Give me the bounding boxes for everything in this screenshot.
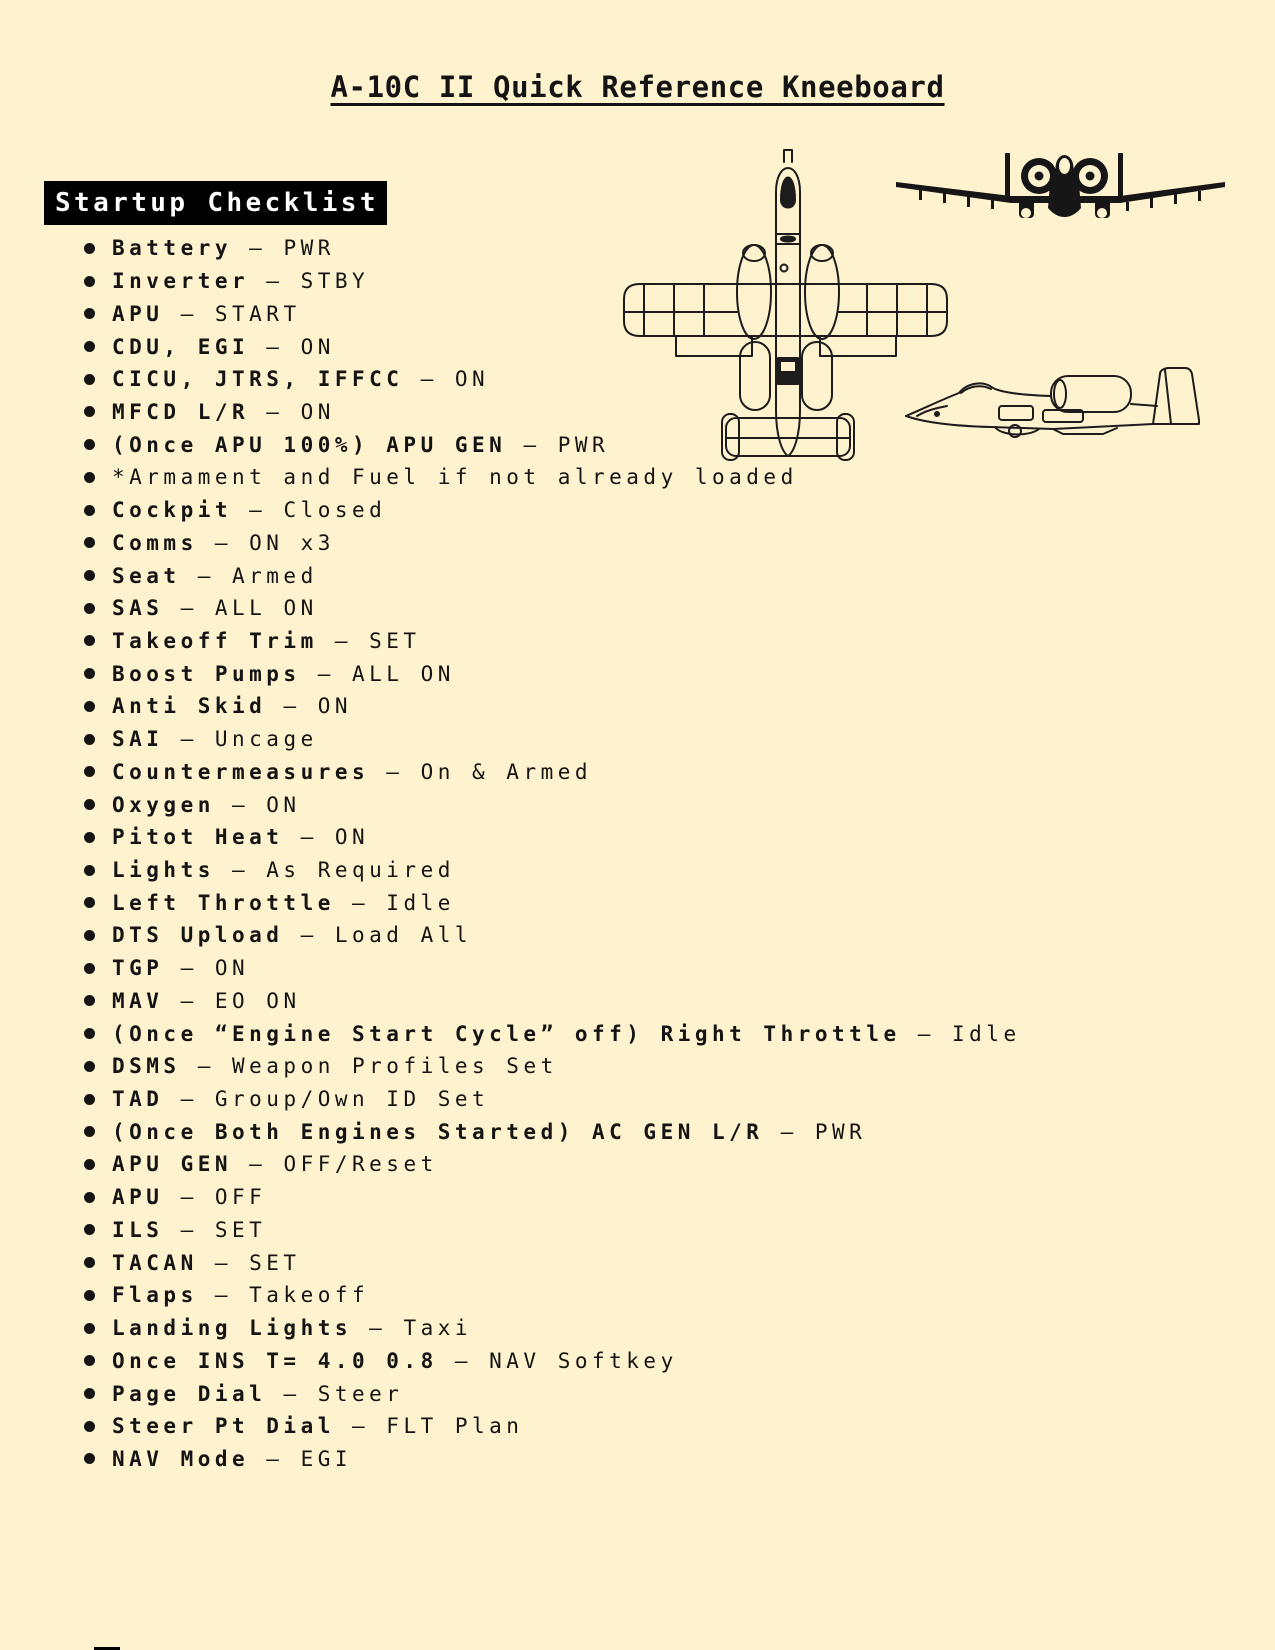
checklist-item bbox=[84, 1083, 1021, 1116]
bullet-icon bbox=[84, 1355, 95, 1366]
bullet-icon bbox=[84, 766, 95, 777]
item-bold: Inverter bbox=[112, 269, 250, 294]
item-text: – ALL ON bbox=[163, 596, 318, 621]
bullet-icon bbox=[84, 799, 95, 810]
bullet-icon bbox=[84, 1094, 95, 1105]
item-bold: (Once APU 100%) APU GEN bbox=[112, 432, 507, 457]
checklist-item bbox=[84, 1410, 1021, 1443]
item-bold: Flaps bbox=[112, 1283, 198, 1308]
item-bold: (Once “Engine Start Cycle” off) Right Throttle bbox=[112, 1021, 901, 1046]
checklist-item bbox=[84, 919, 1021, 952]
item-text: – SET bbox=[197, 1250, 301, 1275]
item-text: – Group/Own ID Set bbox=[163, 1087, 490, 1112]
item-bold: MFCD L/R bbox=[112, 399, 250, 424]
item-text: – NAV Softkey bbox=[437, 1348, 678, 1373]
checklist-item bbox=[84, 690, 1021, 723]
checklist-item bbox=[84, 1050, 1021, 1083]
bullet-icon bbox=[84, 570, 95, 581]
item-text: – OFF/Reset bbox=[232, 1152, 438, 1177]
item-bold: DSMS bbox=[112, 1054, 181, 1079]
bullet-icon bbox=[84, 865, 95, 876]
item-bold: DTS Upload bbox=[112, 923, 284, 948]
item-bold: ILS bbox=[112, 1217, 164, 1242]
item-bold: Once INS T= 4.0 0.8 bbox=[112, 1348, 438, 1373]
item-bold: Landing Lights bbox=[112, 1316, 353, 1341]
item-text: – STBY bbox=[249, 269, 370, 294]
item-text: – ON x3 bbox=[197, 530, 335, 555]
bullet-icon bbox=[84, 406, 95, 417]
checklist-item bbox=[84, 526, 1021, 559]
item-text: – Closed bbox=[232, 498, 387, 523]
bullet-icon bbox=[84, 1126, 95, 1137]
checklist-item bbox=[84, 1344, 1021, 1377]
item-text: – FLT Plan bbox=[334, 1414, 524, 1439]
bullet-icon bbox=[84, 505, 95, 516]
checklist-item bbox=[84, 461, 1021, 494]
bullet-icon bbox=[84, 1290, 95, 1301]
item-text: – SET bbox=[163, 1217, 267, 1242]
item-text: – Weapon Profiles Set bbox=[180, 1054, 558, 1079]
a10-front-view-illustration bbox=[893, 146, 1228, 236]
bullet-icon bbox=[84, 930, 95, 941]
item-text: – START bbox=[163, 301, 301, 326]
item-bold: Anti Skid bbox=[112, 694, 267, 719]
page-title: A-10C II Quick Reference Kneeboard bbox=[330, 70, 945, 104]
bullet-icon bbox=[84, 1028, 95, 1039]
item-text: – On & Armed bbox=[369, 759, 593, 784]
item-text: – SET bbox=[317, 628, 421, 653]
item-text: – Steer bbox=[266, 1381, 404, 1406]
checklist-item bbox=[84, 1017, 1021, 1050]
bullet-icon bbox=[84, 1192, 95, 1203]
item-text: – Idle bbox=[900, 1021, 1021, 1046]
item-bold: Left Throttle bbox=[112, 890, 335, 915]
bullet-icon bbox=[84, 472, 95, 483]
bullet-icon bbox=[84, 276, 95, 287]
bullet-icon bbox=[84, 439, 95, 450]
bullet-icon bbox=[84, 374, 95, 385]
item-text: – PWR bbox=[232, 236, 335, 261]
bullet-icon bbox=[84, 1061, 95, 1072]
checklist-item bbox=[84, 788, 1021, 821]
item-text: – Uncage bbox=[163, 727, 318, 752]
checklist-item bbox=[84, 592, 1021, 625]
checklist-item bbox=[84, 657, 1021, 690]
item-text: – ON bbox=[283, 825, 370, 850]
item-text: – ON bbox=[403, 367, 490, 392]
item-text: *Armament and Fuel if not already loaded bbox=[112, 465, 798, 490]
bullet-icon bbox=[84, 1421, 95, 1432]
bullet-icon bbox=[84, 701, 95, 712]
item-bold: APU bbox=[112, 1185, 164, 1210]
item-bold: SAS bbox=[112, 596, 164, 621]
item-text: – EGI bbox=[249, 1446, 353, 1471]
checklist-item bbox=[84, 1181, 1021, 1214]
checklist-item bbox=[84, 1246, 1021, 1279]
item-bold: Seat bbox=[112, 563, 181, 588]
item-bold: CDU, EGI bbox=[112, 334, 250, 359]
item-text: – OFF bbox=[163, 1185, 267, 1210]
checklist-item bbox=[84, 625, 1021, 658]
checklist-item bbox=[84, 1115, 1021, 1148]
item-bold: Comms bbox=[112, 530, 198, 555]
item-text: – ALL ON bbox=[300, 661, 455, 686]
item-text: – Idle bbox=[334, 890, 455, 915]
item-text: – PWR bbox=[763, 1119, 867, 1144]
item-bold: TACAN bbox=[112, 1250, 198, 1275]
item-bold: SAI bbox=[112, 727, 164, 752]
bullet-icon bbox=[84, 603, 95, 614]
item-bold: TGP bbox=[112, 956, 164, 981]
checklist-item bbox=[84, 1312, 1021, 1345]
a10-side-view-illustration bbox=[903, 366, 1208, 441]
bullet-icon bbox=[84, 1388, 95, 1399]
item-text: – ON bbox=[249, 399, 335, 424]
bullet-icon bbox=[84, 537, 95, 548]
bullet-icon bbox=[84, 635, 95, 646]
item-bold: APU GEN bbox=[112, 1152, 233, 1177]
item-text: – ON bbox=[163, 956, 250, 981]
item-text: – Taxi bbox=[352, 1316, 473, 1341]
item-text: – EO ON bbox=[163, 988, 301, 1013]
checklist-item bbox=[84, 952, 1021, 985]
item-bold: Takeoff Trim bbox=[112, 628, 318, 653]
item-text: – Armed bbox=[180, 563, 318, 588]
item-text: – ON bbox=[214, 792, 301, 817]
item-text: – Takeoff bbox=[197, 1283, 370, 1308]
item-bold: Steer Pt Dial bbox=[112, 1414, 335, 1439]
bullet-icon bbox=[84, 832, 95, 843]
item-bold: Pitot Heat bbox=[112, 825, 284, 850]
bullet-icon bbox=[84, 995, 95, 1006]
item-bold: (Once Both Engines Started) AC GEN L/R bbox=[112, 1119, 764, 1144]
checklist-item bbox=[84, 1377, 1021, 1410]
item-text: – Load All bbox=[283, 923, 473, 948]
item-bold: Boost Pumps bbox=[112, 661, 301, 686]
item-bold: CICU, JTRS, IFFCC bbox=[112, 367, 404, 392]
checklist-item bbox=[84, 1279, 1021, 1312]
checklist-item bbox=[84, 1148, 1021, 1181]
checklist-item bbox=[84, 559, 1021, 592]
item-bold: Lights bbox=[112, 858, 215, 883]
bullet-icon bbox=[84, 963, 95, 974]
section-heading: Startup Checklist bbox=[44, 181, 387, 225]
checklist-item bbox=[84, 1214, 1021, 1247]
item-bold: Page Dial bbox=[112, 1381, 267, 1406]
item-bold: TAD bbox=[112, 1087, 164, 1112]
bullet-icon bbox=[84, 668, 95, 679]
bullet-icon bbox=[84, 1257, 95, 1268]
checklist-item bbox=[84, 494, 1021, 527]
bullet-icon bbox=[84, 243, 95, 254]
item-text: – ON bbox=[266, 694, 353, 719]
item-bold: MAV bbox=[112, 988, 164, 1013]
item-bold: Countermeasures bbox=[112, 759, 370, 784]
item-bold: NAV Mode bbox=[112, 1446, 250, 1471]
item-text: – As Required bbox=[214, 858, 455, 883]
checklist-item bbox=[84, 985, 1021, 1018]
item-bold: Battery bbox=[112, 236, 233, 261]
bullet-icon bbox=[84, 1224, 95, 1235]
checklist-item bbox=[84, 886, 1021, 919]
bullet-icon bbox=[84, 734, 95, 745]
checklist-item bbox=[84, 821, 1021, 854]
bullet-icon bbox=[84, 897, 95, 908]
item-bold: Cockpit bbox=[112, 498, 233, 523]
item-bold: APU bbox=[112, 301, 164, 326]
item-text: – PWR bbox=[506, 432, 610, 457]
bullet-icon bbox=[84, 1323, 95, 1334]
bullet-icon bbox=[84, 341, 95, 352]
checklist-item bbox=[84, 1443, 1021, 1476]
checklist-item bbox=[84, 756, 1021, 789]
item-text: – ON bbox=[249, 334, 335, 359]
item-bold: Oxygen bbox=[112, 792, 215, 817]
bullet-icon bbox=[84, 1159, 95, 1170]
bullet-icon bbox=[84, 1453, 95, 1464]
checklist-item bbox=[84, 854, 1021, 887]
bullet-icon bbox=[84, 308, 95, 319]
checklist-item bbox=[84, 723, 1021, 756]
